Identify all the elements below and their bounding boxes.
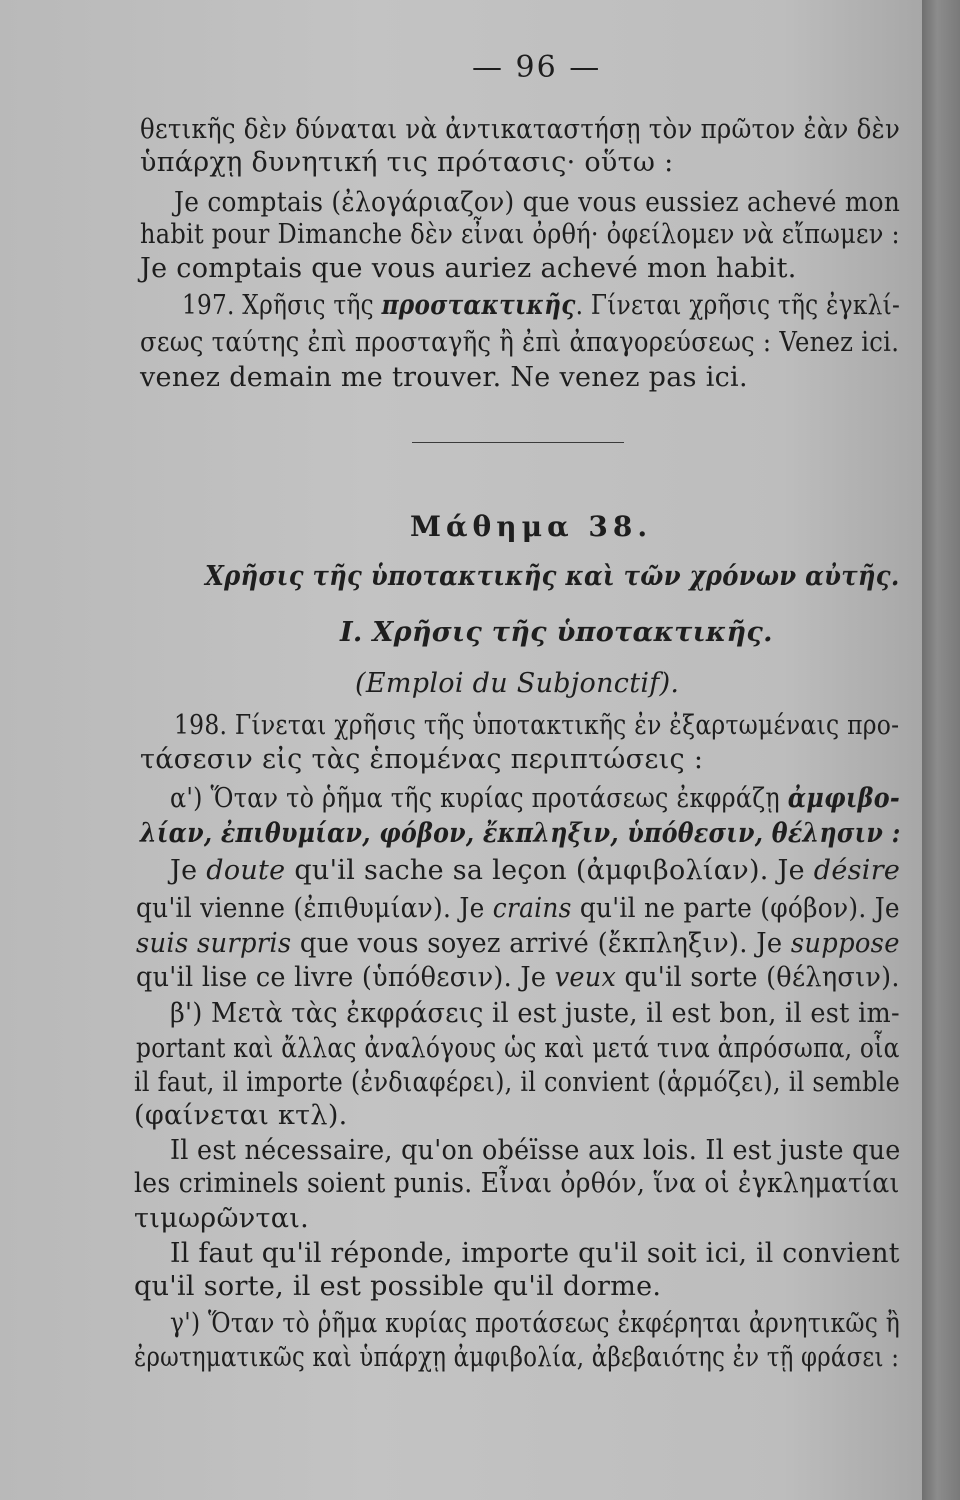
text-line: ἐρωτηματικῶς καὶ ὑπάρχῃ ἀμφιβολία, ἀβεβαιότης ἐν τῇ φράσει : xyxy=(134,1342,900,1373)
text-fragment: . Γίνεται χρῆσις τῆς ἐγκλί- xyxy=(575,290,901,321)
term-doubt: ἀμφιβο- xyxy=(787,783,901,814)
text-line: β') Μετὰ τὰς ἐκφράσεις il est juste, il est bon, il est im- xyxy=(170,998,900,1029)
text-fragment: qu'il lise ce livre (ὑπόθεσιν). Je xyxy=(136,962,547,993)
text-line: les criminels soient punis. Εἶναι ὀρθόν, ἵνα οἱ ἐγκληματίαι xyxy=(134,1168,900,1199)
lesson-subtitle: Χρῆσις τῆς ὑποτακτικῆς καὶ τῶν χρόνων αὐτῆς. xyxy=(205,561,900,592)
text-line: Je comptais (ἐλογάριαζον) que vous eussiez achevé mon xyxy=(174,187,901,218)
text-line: γ') Ὅταν τὸ ῥῆμα κυρίας προτάσεως ἐκφέρηται ἀρνητικῶς ἢ xyxy=(170,1308,901,1339)
example-line-3 xyxy=(136,928,900,959)
text-line: portant καὶ ἄλλας ἀναλόγους ὡς καὶ μετά τινα ἀπρόσωπα, οἷα xyxy=(136,1033,900,1064)
terms-list: λίαν, ἐπιθυμίαν, φόβον, ἔκπληξιν, ὑπόθεσιν, θέλησιν : xyxy=(140,818,901,849)
text-line: 198. Γίνεται χρῆσις τῆς ὑποτακτικῆς ἐν ἐξαρτωμέναις προ- xyxy=(174,710,900,741)
text-line: Je comptais que vous auriez achevé mon habit. xyxy=(140,253,797,284)
text-line: il faut, il importe (ἐνδιαφέρει), il convient (ἁρμόζει), il semble xyxy=(134,1067,900,1098)
part-heading-french: (Emploi du Subjonctif). xyxy=(355,668,680,699)
term-imperative: προστακτικῆς xyxy=(381,290,576,321)
text-fragment: qu'il sorte (θέλησιν). xyxy=(624,962,900,993)
item-a-line-1 xyxy=(170,783,900,814)
part-heading: I. Χρῆσις τῆς ὑποτακτικῆς. xyxy=(340,617,773,648)
text-fragment: que vous soyez arrivé (ἔκπληξιν). Je xyxy=(299,928,783,959)
verb-suppose: suppose xyxy=(790,928,900,959)
page-edge-shadow xyxy=(922,0,960,1500)
text-line: σεως ταύτης ἐπὶ προσταγῆς ἢ ἐπὶ ἀπαγορεύσεως : Venez ici. xyxy=(140,327,900,358)
example-line-4 xyxy=(136,962,900,993)
section-197-line-1 xyxy=(182,290,900,321)
text-line: (φαίνεται κτλ). xyxy=(134,1100,348,1131)
text-fragment: qu'il vienne (ἐπιθυμίαν). Je xyxy=(136,893,485,924)
text-line: ὑπάρχῃ δυνητική τις πρότασις· οὕτω : xyxy=(140,147,674,178)
verb-doute: doute xyxy=(206,855,286,886)
text-fragment: Je xyxy=(170,855,198,886)
lesson-title: Μάθημα 38. xyxy=(410,510,653,543)
example-line-1 xyxy=(170,855,900,886)
text-line: τιμωρῶνται. xyxy=(134,1203,310,1234)
text-line: habit pour Dimanche δὲν εἶναι ὀρθή· ὀφείλομεν νὰ εἴπωμεν : xyxy=(140,219,900,250)
text-line: Il est nécessaire, qu'on obéïsse aux lois. Il est juste que xyxy=(170,1135,901,1166)
verb-suis-surpris: suis surpris xyxy=(136,928,292,959)
section-number-197: 197. Χρῆσις τῆς xyxy=(182,290,374,321)
text-line: venez demain me trouver. Ne venez pas ici. xyxy=(140,362,748,393)
verb-veux: veux xyxy=(554,962,617,993)
text-line: τάσεσιν εἰς τὰς ἑπομένας περιπτώσεις : xyxy=(140,744,704,775)
section-divider xyxy=(412,442,624,443)
text-fragment: qu'il ne parte (φόβον). Je xyxy=(579,893,900,924)
text-fragment: qu'il sache sa leçon (ἀμφιβολίαν). Je xyxy=(294,855,805,886)
example-line-2 xyxy=(136,893,900,924)
text-line: θετικῆς δὲν δύναται νὰ ἀντικαταστήσῃ τὸν πρῶτον ἐὰν δὲν xyxy=(140,114,901,145)
page-number: — 96 — xyxy=(472,50,602,85)
text-fragment: α') Ὅταν τὸ ῥῆμα τῆς κυρίας προτάσεως ἐκφράζῃ xyxy=(170,783,780,814)
verb-desire: désire xyxy=(813,855,901,886)
verb-crains: crains xyxy=(492,893,572,924)
text-line: qu'il sorte, il est possible qu'il dorme. xyxy=(134,1271,662,1302)
text-line: Il faut qu'il réponde, importe qu'il soit ici, il convient xyxy=(170,1238,900,1269)
